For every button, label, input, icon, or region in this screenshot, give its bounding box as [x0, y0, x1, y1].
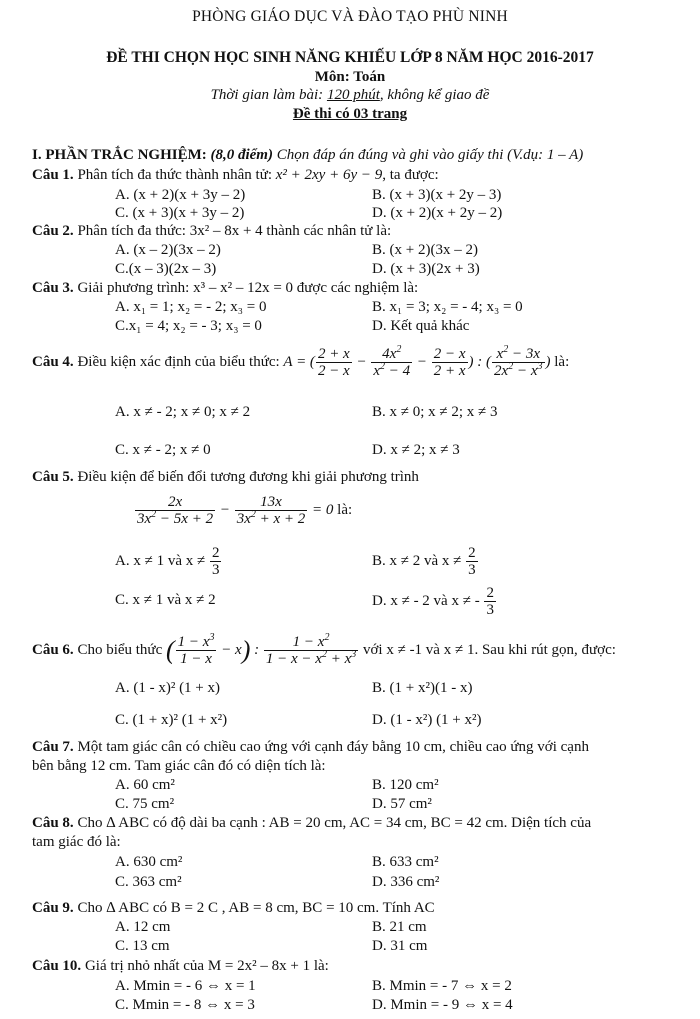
section-heading — [32, 146, 583, 164]
q2-label: Câu 2. — [32, 223, 74, 239]
q4-option-a: A. x ≠ - 2; x ≠ 0; x ≠ 2 — [115, 404, 251, 420]
q7-option-a: A. 60 cm² — [115, 777, 175, 793]
question-2 — [32, 222, 391, 240]
q5-text: Điều kiện để biến đổi tương đương khi giải phương trình — [77, 469, 419, 485]
section-instruction: Chọn đáp án đúng và ghi vào giấy thi (V.dụ: 1 – A) — [276, 147, 584, 163]
question-3 — [32, 279, 418, 297]
q5-label: Câu 5. — [32, 469, 74, 485]
time-suffix: , không kể giao đề — [379, 87, 490, 103]
q1-tail: , ta được: — [382, 167, 439, 183]
question-1 — [32, 166, 439, 184]
q6-label: Câu 6. — [32, 641, 74, 658]
q5-tail: là: — [337, 501, 353, 518]
section-title: I. PHẦN TRẮC NGHIỆM: — [32, 147, 207, 163]
q2-text: Phân tích đa thức: 3x² – 8x + 4 thành các nhân tử là: — [77, 223, 392, 239]
subject-line: Môn: Toán — [314, 69, 386, 85]
q4-option-c: C. x ≠ - 2; x ≠ 0 — [115, 442, 211, 458]
q2-option-c: C.(x – 3)(2x – 3) — [115, 261, 217, 277]
department-heading: PHÒNG GIÁO DỤC VÀ ĐÀO TẠO PHÙ NINH — [192, 8, 508, 25]
exam-title: ĐỀ THI CHỌN HỌC SINH NĂNG KHIẾU LỚP 8 NĂM HỌC 2016-2017 — [106, 49, 594, 66]
q5-option-c: C. x ≠ 1 và x ≠ 2 — [115, 592, 216, 608]
q6-formula: ( $\frac{1 - x^3}{1 - x}$ − x) : $\frac{1 - x^2}{1 - x - x^2 + x^3}$ — [165, 632, 357, 667]
q6-option-b: B. (1 + x²)(1 - x) — [372, 680, 473, 696]
q9-option-d: D. 31 cm — [372, 938, 428, 954]
q5-option-a: A. x ≠ 1 và x ≠ $\frac{2}{3}$ — [115, 545, 220, 578]
q3-label: Câu 3. — [32, 280, 74, 296]
question-4 — [32, 346, 569, 379]
q8-option-c: C. 363 cm² — [115, 874, 182, 890]
q5-option-d: D. x ≠ - 2 và x ≠ - $\frac{2}{3}$ — [372, 585, 494, 618]
q1-text: Phân tích đa thức thành nhân tử: — [77, 167, 272, 183]
time-line — [0, 86, 700, 104]
q8-option-d: D. 336 cm² — [372, 874, 440, 890]
q5-equation: $\frac{2x}{3x^2 - 5x + 2}$ − $\frac{13x}{3x^2 + x + 2}$ = 0 là: — [137, 494, 353, 527]
q1-option-d: D. (x + 2)(x + 2y – 2) — [372, 205, 503, 221]
q1-expr: x² + 2xy + 6y − 9 — [275, 167, 383, 183]
q5-option-b: B. x ≠ 2 và x ≠ $\frac{2}{3}$ — [372, 545, 476, 578]
q6-text: Cho biểu thức — [77, 641, 163, 658]
question-5 — [32, 468, 419, 486]
q3-text: Giải phương trình: x³ – x² – 12x = 0 được các nghiệm là: — [77, 280, 419, 296]
page-count-text: Đề thi có 03 trang — [292, 106, 408, 122]
q7-option-d: D. 57 cm² — [372, 796, 432, 812]
q6-option-d: D. (1 - x²) (1 + x²) — [372, 712, 482, 728]
page-count — [0, 105, 700, 123]
q2-option-a: A. (x – 2)(3x – 2) — [115, 242, 221, 258]
q4-text: Điều kiện xác định của biểu thức: — [77, 353, 280, 370]
q2-option-d: D. (x + 3)(2x + 3) — [372, 261, 480, 277]
q3-option-a: A. x₁ = 1; x₂ = - 2; x₃ = 0 — [115, 299, 267, 315]
q9-option-c: C. 13 cm — [115, 938, 170, 954]
q3-option-b: B. x₁ = 3; x₂ = - 4; x₃ = 0 — [372, 299, 523, 315]
q1-option-b: B. (x + 3)(x + 2y – 3) — [372, 187, 502, 203]
q4-label: Câu 4. — [32, 353, 74, 370]
q9-label: Câu 9. — [32, 900, 74, 916]
q10-label: Câu 10. — [32, 958, 82, 974]
q10-text: Giá trị nhỏ nhất của M = 2x² – 8x + 1 là: — [84, 958, 329, 974]
q7-text-2: bên bằng 12 cm. Tam giác cân đó có diện tích là: — [32, 758, 326, 774]
q4-tail: là: — [554, 353, 570, 370]
q1-option-a: A. (x + 2)(x + 3y – 2) — [115, 187, 246, 203]
q8-option-b: B. 633 cm² — [372, 854, 439, 870]
question-8 — [32, 814, 591, 832]
section-points: (8,0 điểm) — [210, 147, 273, 163]
q8-text-2: tam giác đó là: — [32, 834, 121, 850]
q6-option-a: A. (1 - x)² (1 + x) — [115, 680, 221, 696]
q7-option-c: C. 75 cm² — [115, 796, 175, 812]
q10-option-b: B. Mmin = - 7 ⇔ x = 2 — [372, 978, 512, 994]
time-prefix: Thời gian làm bài: — [210, 87, 327, 103]
q3-option-c: C.x₁ = 4; x₂ = - 3; x₃ = 0 — [115, 318, 262, 334]
q9-option-b: B. 21 cm — [372, 919, 427, 935]
question-9 — [32, 899, 435, 917]
q10-option-a: A. Mmin = - 6 ⇔ x = 1 — [115, 978, 256, 994]
time-value: 120 phút — [326, 87, 380, 103]
q10-option-d: D. Mmin = - 9 ⇔ x = 4 — [372, 997, 513, 1013]
q7-text-1: Một tam giác cân có chiều cao ứng với cạnh đáy bằng 10 cm, chiều cao ứng với cạnh — [77, 739, 589, 755]
q9-option-a: A. 12 cm — [115, 919, 171, 935]
q4-option-b: B. x ≠ 0; x ≠ 2; x ≠ 3 — [372, 404, 498, 420]
q1-option-c: C. (x + 3)(x + 3y – 2) — [115, 205, 245, 221]
q4-formula: A = ( $\frac{2 + x}{2 - x}$ − $\frac{4x^2}{x^2 - 4}$ − $\frac{2 - x}{2 + x}$ ) : ( $\frac{x^2 - 3x}{2x^2 - x^3}$ ) — [283, 344, 551, 379]
q4-option-d: D. x ≠ 2; x ≠ 3 — [372, 442, 460, 458]
question-6 — [32, 634, 616, 667]
q3-option-d: D. Kết quả khác — [372, 318, 470, 334]
q8-option-a: A. 630 cm² — [115, 854, 183, 870]
question-7 — [32, 738, 589, 756]
q7-option-b: B. 120 cm² — [372, 777, 439, 793]
q8-label: Câu 8. — [32, 815, 74, 831]
q9-text: Cho ∆ ABC có B = 2 C , AB = 8 cm, BC = 10 cm. Tính AC — [77, 900, 435, 916]
q6-tail: với x ≠ -1 và x ≠ 1. Sau khi rút gọn, được: — [362, 641, 616, 658]
q8-text-1: Cho ∆ ABC có độ dài ba cạnh : AB = 20 cm, AC = 34 cm, BC = 42 cm. Diện tích của — [77, 815, 592, 831]
q2-option-b: B. (x + 2)(3x – 2) — [372, 242, 478, 258]
q10-option-c: C. Mmin = - 8 ⇔ x = 3 — [115, 997, 255, 1013]
question-10 — [32, 957, 329, 975]
q1-label: Câu 1. — [32, 167, 74, 183]
q7-label: Câu 7. — [32, 739, 74, 755]
q6-option-c: C. (1 + x)² (1 + x²) — [115, 712, 228, 728]
